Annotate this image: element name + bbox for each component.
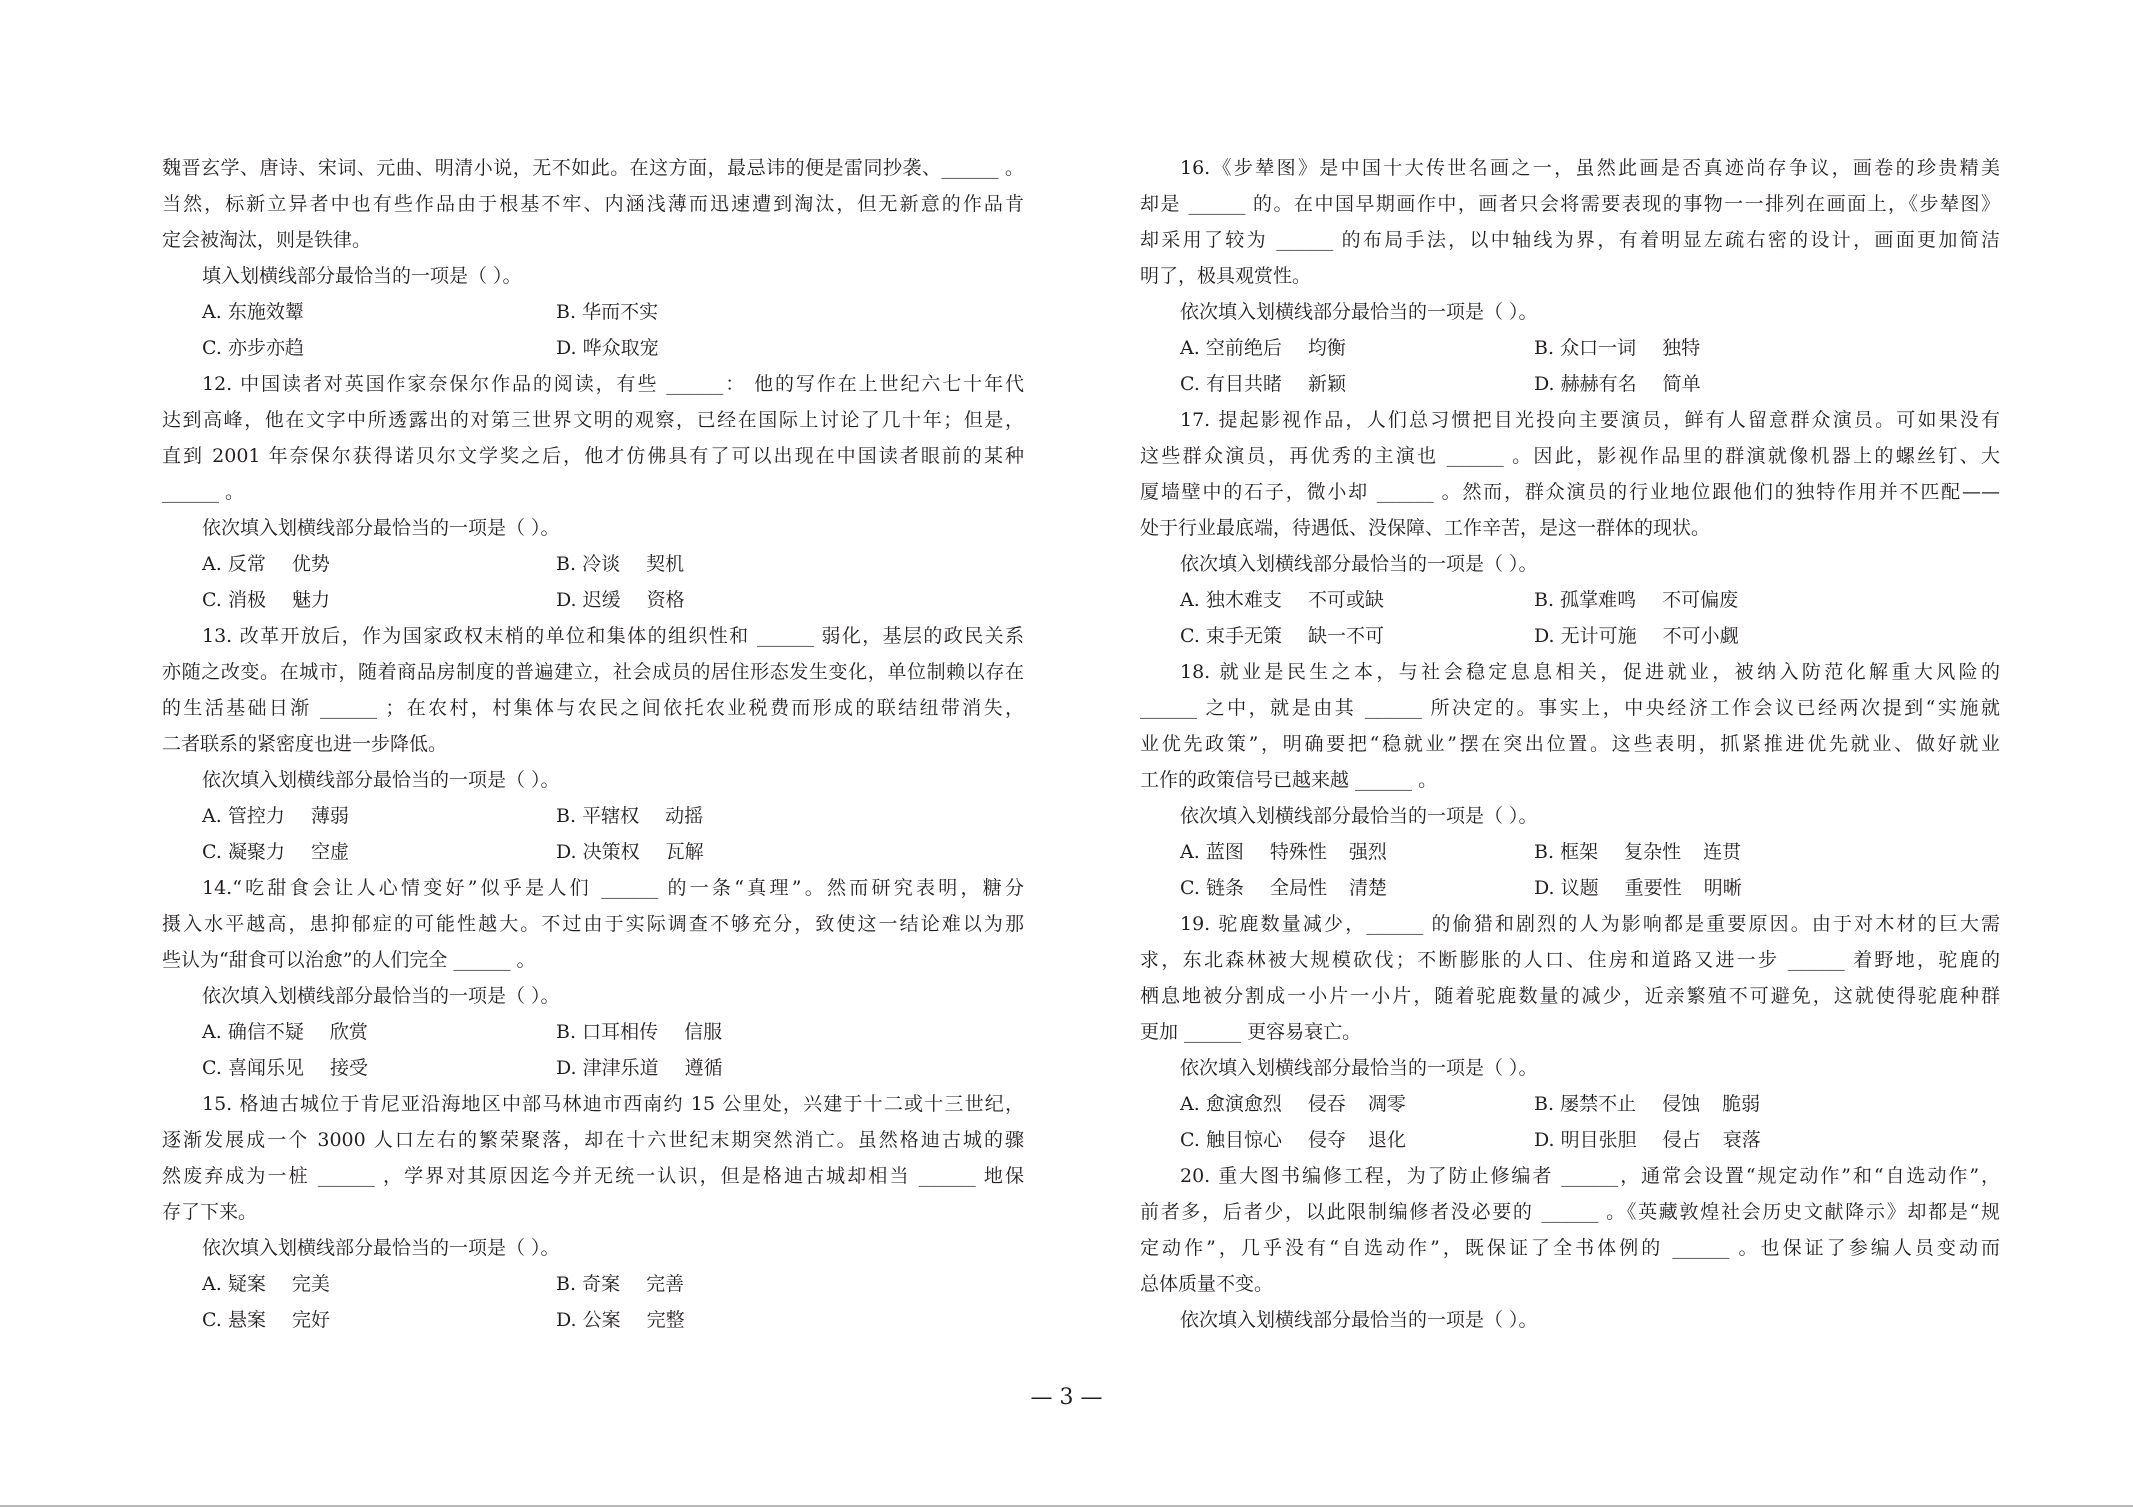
option-word: 特殊性: [1269, 841, 1327, 863]
text-line: ______ 。: [162, 481, 245, 503]
text-line: 17. 提起影视作品，人们总习惯把目光投向主要演员，鲜有人留意群众演员。可如果没有: [1180, 409, 2000, 431]
option-label: B.: [556, 1021, 577, 1043]
answer-option[interactable]: [1534, 582, 1888, 618]
page-number: — 3 —: [1030, 1385, 1103, 1410]
answer-option[interactable]: [556, 1266, 910, 1302]
options-row: [162, 1014, 1024, 1050]
option-word: 口耳相传: [582, 1021, 659, 1043]
option-label: D.: [1534, 373, 1555, 395]
answer-option[interactable]: [202, 1014, 556, 1050]
option-label: D.: [556, 589, 577, 611]
answer-option[interactable]: [556, 1014, 910, 1050]
text-line: 12. 中国读者对英国作家奈保尔作品的阅读，有些 ______： 他的写作在上世纪六七十年代: [202, 373, 1024, 395]
option-word: 复杂性: [1624, 841, 1682, 863]
options-row: [162, 798, 1024, 834]
answer-option[interactable]: [1180, 870, 1534, 906]
text-line: 当然，标新立异者中也有些作品由于根基不牢、内涵浅薄而迅速遭到淘汰，但无新意的作品肯: [162, 193, 1024, 215]
option-word: 优势: [291, 553, 330, 575]
option-label: C.: [202, 841, 222, 863]
options-row: [162, 330, 1024, 366]
text-line: 15. 格迪古城位于肯尼亚沿海地区中部马林迪市西南约 15 公里处，兴建于十二或十三世纪，: [202, 1093, 1024, 1115]
text-line: 更加 ______ 更容易衰亡。: [1140, 1021, 1362, 1043]
text-line: 明了，极具观赏性。: [1140, 265, 1312, 287]
option-word: 新颖: [1307, 373, 1346, 395]
text-line: 20. 重大图书编修工程，为了防止修编者 ______，通常会设置“规定动作”和“自选动作”，: [1180, 1165, 2000, 1187]
option-word: 赫赫有名: [1560, 373, 1637, 395]
option-word: 公案: [582, 1309, 621, 1331]
answer-option[interactable]: [202, 582, 556, 618]
option-label: B.: [1534, 1093, 1555, 1115]
option-word: 完善: [646, 1273, 685, 1295]
option-label: A.: [202, 1273, 222, 1295]
option-word: 束手无策: [1205, 625, 1282, 647]
option-word: 简单: [1662, 373, 1701, 395]
option-word: 连贯: [1703, 841, 1742, 863]
question-prompt: 依次填入划横线部分最恰当的一项是（ ）。: [202, 985, 560, 1007]
option-word: 独特: [1662, 337, 1701, 359]
answer-option[interactable]: [1180, 366, 1534, 402]
text-line: 魏晋玄学、唐诗、宋词、元曲、明清小说，无不如此。在这方面，最忌讳的便是雷同抄袭、______ 。: [162, 157, 1024, 179]
option-label: D.: [1534, 877, 1555, 899]
option-word: 完美: [291, 1273, 330, 1295]
text-line: 厦墙壁中的石子，微小却 ______ 。然而，群众演员的行业地位跟他们的独特作用并不匹配——: [1140, 481, 2000, 503]
option-word: 明晰: [1703, 877, 1742, 899]
question-prompt: 依次填入划横线部分最恰当的一项是（ ）。: [1180, 805, 1538, 827]
options-row: [1140, 870, 2000, 906]
option-label: C.: [1180, 625, 1200, 647]
text-line: 18. 就业是民生之本，与社会稳定息息相关，促进就业，被纳入防范化解重大风险的: [1180, 661, 2000, 683]
option-word: 凋零: [1367, 1093, 1406, 1115]
option-word: 遵循: [684, 1057, 723, 1079]
option-word: 哗众取宠: [582, 337, 659, 359]
text-line: 定会被淘汰，则是铁律。: [162, 229, 372, 251]
option-word: 信服: [684, 1021, 723, 1043]
option-label: A.: [202, 301, 222, 323]
text-line: 业优先政策”，明确要把“稳就业”摆在突出位置。这些表明，抓紧推进优先就业、做好就业: [1140, 733, 2000, 755]
option-label: A.: [202, 805, 222, 827]
option-word: 框架: [1560, 841, 1599, 863]
option-word: 冷谈: [582, 553, 621, 575]
option-word: 空前绝后: [1205, 337, 1282, 359]
option-word: 触目惊心: [1205, 1129, 1282, 1151]
option-word: 迟缓: [582, 589, 621, 611]
text-line: 栖息地被分割成一小片一小片，随着驼鹿数量的减少，近亲繁殖不可避免，这就使得驼鹿种群: [1140, 985, 2000, 1007]
option-word: 悬案: [227, 1309, 266, 1331]
options-row: [162, 294, 1024, 330]
option-label: A.: [1180, 1093, 1200, 1115]
option-label: C.: [202, 1057, 222, 1079]
left-column: [162, 150, 1024, 1338]
options-row: [162, 546, 1024, 582]
answer-option[interactable]: [556, 582, 910, 618]
question-prompt: 依次填入划横线部分最恰当的一项是（ ）。: [1180, 301, 1538, 323]
option-word: 魅力: [291, 589, 330, 611]
text-line: 逐渐发展成一个 3000 人口左右的繁荣聚落，却在十六世纪末期突然消亡。虽然格迪古城的骤: [162, 1129, 1024, 1151]
answer-option[interactable]: [1180, 1086, 1534, 1122]
option-word: 接受: [329, 1057, 368, 1079]
option-word: 决策权: [582, 841, 640, 863]
option-label: A.: [202, 1021, 222, 1043]
option-word: 有目共睹: [1205, 373, 1282, 395]
option-word: 不可小觑: [1662, 625, 1739, 647]
options-row: [1140, 330, 2000, 366]
answer-option[interactable]: [556, 798, 910, 834]
option-word: 重要性: [1624, 877, 1682, 899]
option-word: 凝聚力: [227, 841, 285, 863]
answer-option[interactable]: [1534, 618, 1888, 654]
option-word: 确信不疑: [227, 1021, 304, 1043]
options-row: [1140, 1086, 2000, 1122]
options-row: [1140, 834, 2000, 870]
options-row: [1140, 618, 2000, 654]
option-label: D.: [556, 337, 577, 359]
option-word: 瓦解: [665, 841, 704, 863]
option-label: D.: [556, 1057, 577, 1079]
option-label: B.: [556, 301, 577, 323]
answer-option[interactable]: [202, 330, 556, 366]
option-word: 蓝图: [1205, 841, 1244, 863]
option-word: 华而不实: [582, 301, 659, 323]
answer-option[interactable]: [202, 1050, 556, 1086]
options-row: [162, 1050, 1024, 1086]
answer-option[interactable]: [1180, 1122, 1534, 1158]
text-line: 二者联系的紧密度也进一步降低。: [162, 733, 448, 755]
answer-option[interactable]: [556, 1302, 910, 1338]
options-row: [162, 582, 1024, 618]
option-word: 强烈: [1348, 841, 1387, 863]
options-row: [162, 1266, 1024, 1302]
answer-option[interactable]: [556, 1050, 910, 1086]
option-label: C.: [202, 1309, 222, 1331]
option-label: D.: [556, 841, 577, 863]
text-line: 处于行业最底端，待遇低、没保障、工作辛苦，是这一群体的现状。: [1140, 517, 1711, 539]
answer-option[interactable]: [202, 834, 556, 870]
option-word: 侵吞: [1307, 1093, 1346, 1115]
option-label: A.: [1180, 589, 1200, 611]
text-line: 存了下来。: [162, 1201, 258, 1223]
answer-option[interactable]: [1534, 366, 1888, 402]
text-line: 定动作”，几乎没有“自选动作”，既保证了全书体例的 ______ 。也保证了参编人员变动而: [1140, 1237, 2000, 1259]
option-word: 平辖权: [582, 805, 640, 827]
option-word: 资格: [646, 589, 685, 611]
text-line: 却采用了较为 ______ 的布局手法，以中轴线为界，有着明显左疏右密的设计，画面更加简洁: [1140, 229, 2000, 251]
option-word: 津津乐道: [582, 1057, 659, 1079]
answer-option[interactable]: [1180, 582, 1534, 618]
answer-option[interactable]: [556, 294, 910, 330]
option-word: 欣赏: [329, 1021, 368, 1043]
option-word: 管控力: [227, 805, 285, 827]
option-label: B.: [1534, 589, 1555, 611]
option-word: 不可或缺: [1307, 589, 1384, 611]
option-label: B.: [556, 805, 577, 827]
option-word: 薄弱: [310, 805, 349, 827]
option-word: 议题: [1560, 877, 1599, 899]
answer-option[interactable]: [1534, 870, 1888, 906]
option-label: A.: [202, 553, 222, 575]
option-word: 缺一不可: [1307, 625, 1384, 647]
option-label: C.: [202, 337, 222, 359]
option-label: C.: [1180, 877, 1200, 899]
text-line: 摄入水平越高，患抑郁症的可能性越大。不过由于实际调查不够充分，致使这一结论难以为那: [162, 913, 1024, 935]
options-row: [162, 834, 1024, 870]
option-label: D.: [1534, 625, 1555, 647]
options-row: [1140, 366, 2000, 402]
option-word: 侵夺: [1307, 1129, 1346, 1151]
question-prompt: 依次填入划横线部分最恰当的一项是（ ）。: [1180, 553, 1538, 575]
option-word: 不可偏废: [1662, 589, 1739, 611]
option-word: 奇案: [582, 1273, 621, 1295]
text-line: 达到高峰，他在文字中所透露出的对第三世界文明的观察，已经在国际上讨论了几十年；但是，: [162, 409, 1024, 431]
option-word: 东施效颦: [227, 301, 304, 323]
question-prompt: 依次填入划横线部分最恰当的一项是（ ）。: [1180, 1309, 1538, 1331]
text-line: 总体质量不变。: [1140, 1273, 1274, 1295]
option-word: 全局性: [1269, 877, 1327, 899]
option-word: 喜闻乐见: [227, 1057, 304, 1079]
option-word: 无计可施: [1560, 625, 1637, 647]
answer-option[interactable]: [556, 546, 910, 582]
text-line: 些认为“甜食可以治愈”的人们完全 ______ 。: [162, 949, 536, 971]
text-line: 求，东北森林被大规模砍伐；不断膨胀的人口、住房和道路又进一步 ______ 着野地，驼鹿的: [1140, 949, 2000, 971]
options-row: [1140, 582, 2000, 618]
answer-option[interactable]: [202, 294, 556, 330]
option-label: A.: [1180, 841, 1200, 863]
option-word: 众口一词: [1560, 337, 1637, 359]
question-prompt: 依次填入划横线部分最恰当的一项是（ ）。: [202, 769, 560, 791]
options-row: [1140, 1122, 2000, 1158]
option-label: C.: [1180, 373, 1200, 395]
answer-option[interactable]: [202, 1302, 556, 1338]
answer-option[interactable]: [1180, 330, 1534, 366]
text-line: 16.《步辇图》是中国十大传世名画之一，虽然此画是否真迹尚存争议，画卷的珍贵精美: [1180, 157, 2000, 179]
option-word: 脆弱: [1722, 1093, 1761, 1115]
answer-option[interactable]: [556, 834, 910, 870]
question-prompt: 依次填入划横线部分最恰当的一项是（ ）。: [202, 1237, 560, 1259]
option-word: 侵占: [1662, 1129, 1701, 1151]
option-label: C.: [202, 589, 222, 611]
answer-option[interactable]: [202, 1266, 556, 1302]
question-prompt: 依次填入划横线部分最恰当的一项是（ ）。: [1180, 1057, 1538, 1079]
text-line: 的生活基础日渐 ______ ；在农村，村集体与农民之间依托农业税费而形成的联结纽带消失，: [162, 697, 1024, 719]
option-label: B.: [556, 1273, 577, 1295]
answer-option[interactable]: [1534, 1122, 1888, 1158]
option-word: 契机: [646, 553, 685, 575]
option-word: 退化: [1367, 1129, 1406, 1151]
text-line: 13. 改革开放后，作为国家政权末梢的单位和集体的组织性和 ______ 弱化，基层的政民关系: [202, 625, 1024, 647]
option-word: 清楚: [1348, 877, 1387, 899]
options-row: [162, 1302, 1024, 1338]
option-label: D.: [1534, 1129, 1555, 1151]
option-word: 屡禁不止: [1560, 1093, 1637, 1115]
answer-option[interactable]: [1534, 834, 1888, 870]
text-line: 然废弃成为一桩 ______ ，学界对其原因迄今并无统一认识，但是格迪古城却相当 ______ 地保: [162, 1165, 1024, 1187]
option-word: 明目张胆: [1560, 1129, 1637, 1151]
option-word: 空虚: [310, 841, 349, 863]
option-word: 反常: [227, 553, 266, 575]
option-label: A.: [1180, 337, 1200, 359]
option-label: C.: [1180, 1129, 1200, 1151]
answer-option[interactable]: [1180, 834, 1534, 870]
option-label: B.: [1534, 337, 1555, 359]
answer-option[interactable]: [1534, 1086, 1888, 1122]
answer-option[interactable]: [202, 798, 556, 834]
option-word: 消极: [227, 589, 266, 611]
option-word: 独木难支: [1205, 589, 1282, 611]
option-word: 链条: [1205, 877, 1244, 899]
answer-option[interactable]: [202, 546, 556, 582]
option-word: 孤掌难鸣: [1560, 589, 1637, 611]
bottom-rule: [0, 1505, 2133, 1507]
answer-option[interactable]: [1180, 618, 1534, 654]
text-line: 直到 2001 年奈保尔获得诺贝尔文学奖之后，他才仿佛具有了可以出现在中国读者眼前的某种: [162, 445, 1024, 467]
right-column: [1140, 150, 2000, 1338]
option-word: 均衡: [1307, 337, 1346, 359]
text-line: ______ 之中，就是由其 ______ 所决定的。事实上，中央经济工作会议已经两次提到“实施就: [1140, 697, 2000, 719]
text-line: 却是 ______ 的。在中国早期画作中，画者只会将需要表现的事物一一排列在画面上，《步辇图》: [1140, 193, 2000, 215]
option-word: 动摇: [665, 805, 704, 827]
option-label: D.: [556, 1309, 577, 1331]
text-line: 工作的政策信号已越来越 ______ 。: [1140, 769, 1438, 791]
text-line: 19. 驼鹿数量减少，______ 的偷猎和剧烈的人为影响都是重要原因。由于对木材的巨大需: [1180, 913, 2000, 935]
text-line: 14.“吃甜食会让人心情变好”似乎是人们 ______ 的一条“真理”。然而研究表明，糖分: [202, 877, 1024, 899]
option-word: 侵蚀: [1662, 1093, 1701, 1115]
option-word: 完整: [646, 1309, 685, 1331]
text-line: 前者多，后者少，以此限制编修者没必要的 ______ 。《英藏敦煌社会历史文献降示》却都是“规: [1140, 1201, 2000, 1223]
question-prompt: 填入划横线部分最恰当的一项是（ ）。: [202, 265, 522, 287]
option-label: B.: [1534, 841, 1555, 863]
option-label: B.: [556, 553, 577, 575]
answer-option[interactable]: [556, 330, 910, 366]
option-word: 完好: [291, 1309, 330, 1331]
text-line: 亦随之改变。在城市，随着商品房制度的普遍建立，社会成员的居住形态发生变化，单位制赖以存在: [162, 661, 1024, 683]
option-word: 亦步亦趋: [227, 337, 304, 359]
option-word: 疑案: [227, 1273, 266, 1295]
text-line: 这些群众演员，再优秀的主演也 ______ 。因此，影视作品里的群演就像机器上的螺丝钉、大: [1140, 445, 2000, 467]
answer-option[interactable]: [1534, 330, 1888, 366]
option-word: 愈演愈烈: [1205, 1093, 1282, 1115]
question-prompt: 依次填入划横线部分最恰当的一项是（ ）。: [202, 517, 560, 539]
option-word: 衰落: [1722, 1129, 1761, 1151]
